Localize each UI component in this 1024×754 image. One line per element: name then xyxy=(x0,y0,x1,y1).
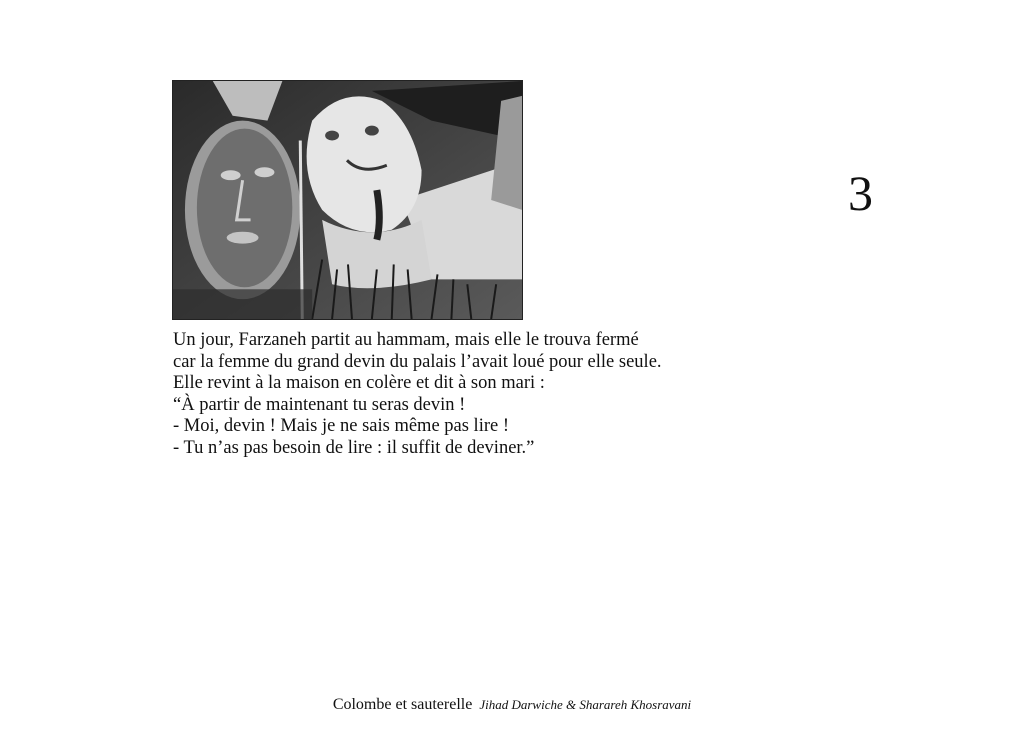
page-footer xyxy=(0,694,1024,716)
book-title: Colombe et sauterelle xyxy=(332,696,473,713)
story-line: car la femme du grand devin du palais l’avait loué pour elle seule. xyxy=(173,351,662,372)
book-authors: Jihad Darwiche & Sharareh Khosravani xyxy=(479,697,692,712)
story-illustration xyxy=(172,80,523,320)
story-line: “À partir de maintenant tu seras devin ! xyxy=(173,394,466,415)
story-line: Un jour, Farzaneh partit au hammam, mais elle le trouva fermé xyxy=(173,330,639,350)
story-line: Elle revint à la maison en colère et dit à son mari : xyxy=(173,373,545,393)
story-line: - Tu n’as pas besoin de lire : il suffit de deviner.” xyxy=(173,437,535,458)
page-number: 3 xyxy=(848,165,873,221)
story-text xyxy=(173,330,773,459)
story-line: - Moi, devin ! Mais je ne sais même pas lire ! xyxy=(173,416,509,436)
illustration-drawing xyxy=(173,81,522,319)
